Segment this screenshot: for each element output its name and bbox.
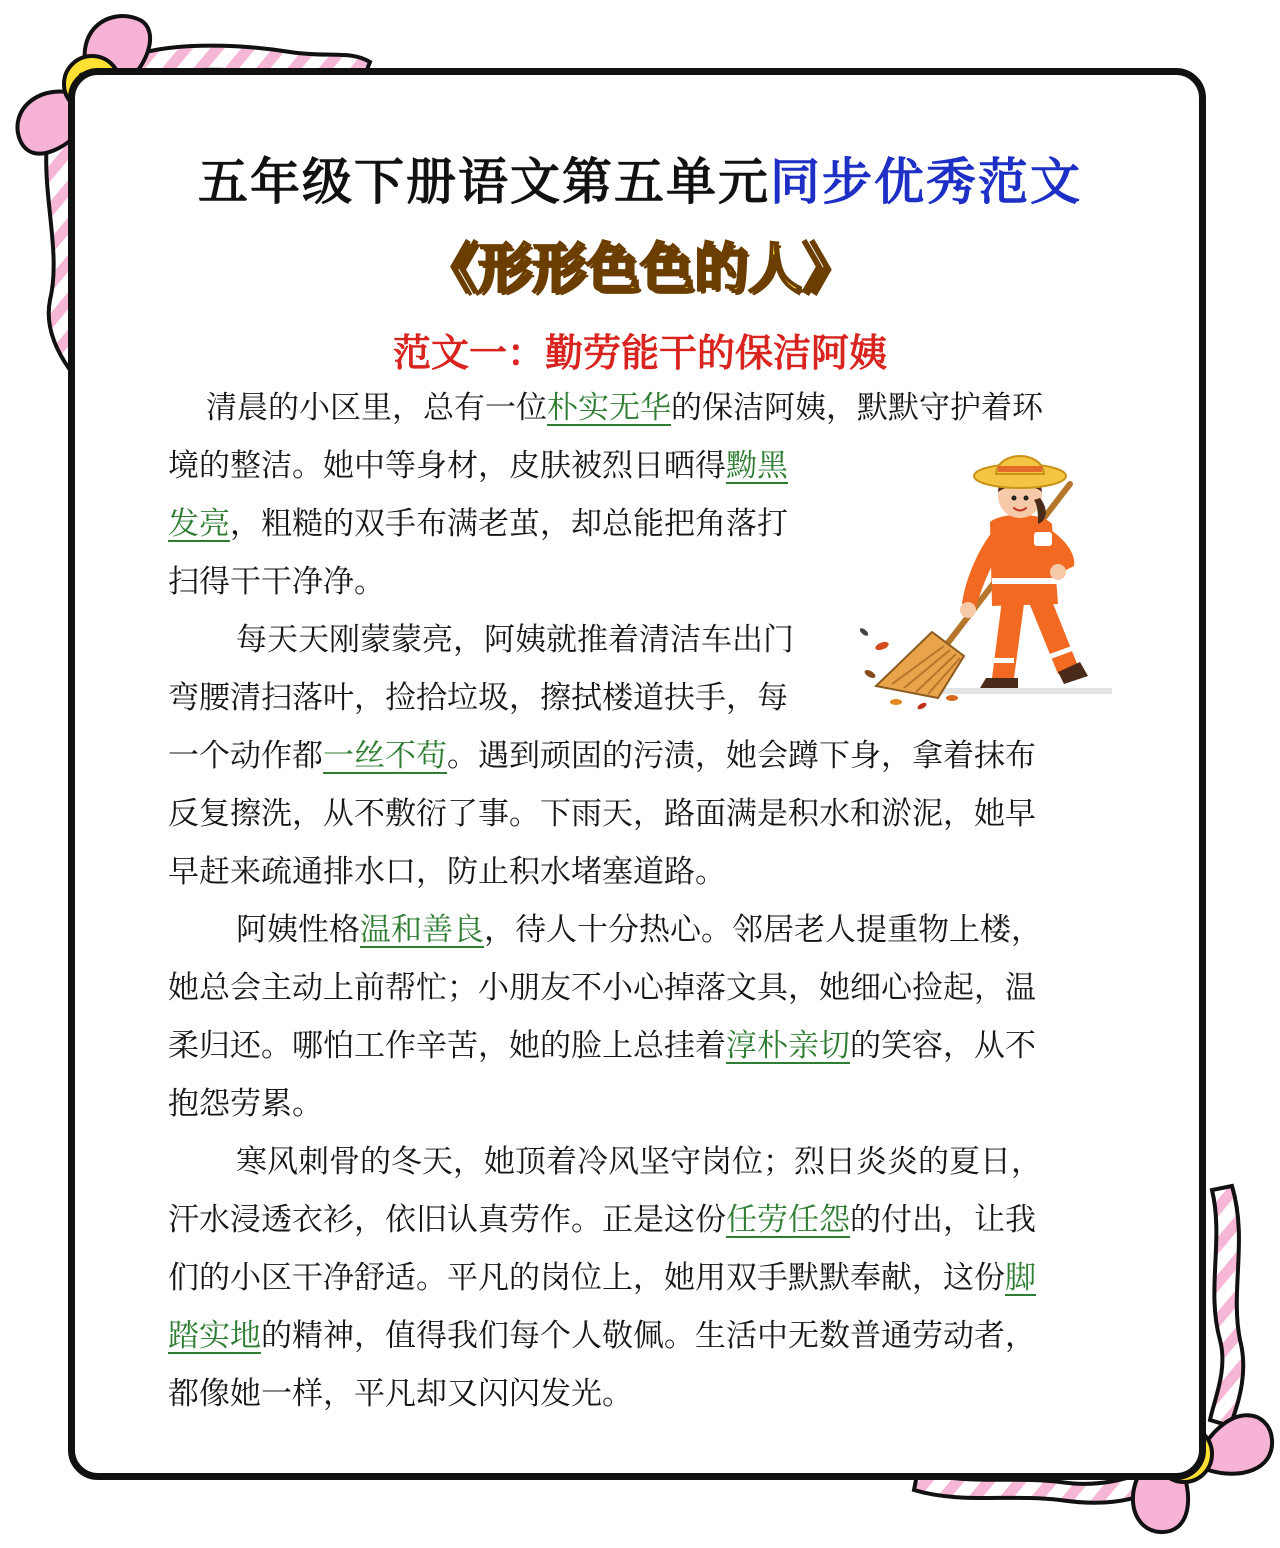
text-segment: ，粗糙的双手布满老茧，却总能把角落打: [230, 506, 788, 542]
text-segment: ，待人十分热心。邻居老人提重物上楼，: [484, 912, 1042, 948]
essay-line: [168, 446, 788, 486]
highlighted-phrase: 黝黑: [726, 448, 788, 484]
essay-line: [168, 968, 1036, 1008]
text-segment: 反复擦洗，从不敷衍了事。下雨天，路面满是积水和淤泥，她早: [168, 796, 1036, 832]
title-highlight: 同步优秀范文: [770, 153, 1082, 211]
essay-line: [168, 504, 788, 544]
essay-line: [168, 1258, 1036, 1298]
text-segment: 她总会主动上前帮忙；小朋友不小心掉落文具，她细心捡起，温: [168, 970, 1036, 1006]
page-title: [0, 142, 1280, 214]
essay-line: [168, 794, 1036, 834]
essay-line: [168, 678, 788, 718]
text-segment: 的精神，值得我们每个人敬佩。生活中无数普通劳动者，: [261, 1318, 1036, 1354]
highlighted-phrase: 朴实无华: [547, 390, 671, 426]
text-segment: 阿姨性格: [236, 912, 360, 948]
essay-line: [168, 1200, 1036, 1240]
highlighted-phrase: 一丝不苟: [323, 738, 447, 774]
highlighted-phrase: 温和善良: [360, 912, 484, 948]
text-segment: 一个动作都: [168, 738, 323, 774]
highlighted-phrase: 发亮: [168, 506, 230, 542]
text-segment: 们的小区干净舒适。平凡的岗位上，她用双手默默奉献，这份: [168, 1260, 1005, 1296]
text-segment: 弯腰清扫落叶，捡拾垃圾，擦拭楼道扶手，每: [168, 680, 788, 716]
text-segment: 抱怨劳累。: [168, 1086, 323, 1122]
text-segment: 汗水浸透衣衫，依旧认真劳作。正是这份: [168, 1202, 726, 1238]
essay-line: [168, 562, 385, 602]
title-main: 五年级下册语文第五单元: [198, 153, 770, 211]
essay-line: [168, 1316, 1036, 1356]
page-subtitle: 《形形色色的人》: [424, 237, 856, 300]
street-sweeper-illustration: [852, 436, 1120, 726]
text-segment: 柔归还。哪怕工作辛苦，她的脸上总挂着: [168, 1028, 726, 1064]
text-segment: 境的整洁。她中等身材，皮肤被烈日晒得: [168, 448, 726, 484]
text-segment: 的笑容，从不: [850, 1028, 1036, 1064]
text-segment: 。遇到顽固的污渍，她会蹲下身，拿着抹布: [447, 738, 1036, 774]
essay-line: [168, 1374, 633, 1414]
essay-line: [236, 1142, 1042, 1182]
essay-line: [236, 910, 1042, 950]
text-segment: 清晨的小区里，总有一位: [206, 390, 547, 426]
essay-line: [168, 1026, 1036, 1066]
essay-line: [236, 620, 794, 660]
highlighted-phrase: 淳朴亲切: [726, 1028, 850, 1064]
highlighted-phrase: 踏实地: [168, 1318, 261, 1354]
highlighted-phrase: 脚: [1005, 1260, 1036, 1296]
text-segment: 都像她一样，平凡却又闪闪发光。: [168, 1376, 633, 1412]
highlighted-phrase: 任劳任怨: [726, 1202, 850, 1238]
text-segment: 的付出，让我: [850, 1202, 1036, 1238]
essay-title: 范文一：勤劳能干的保洁阿姨: [392, 331, 887, 375]
text-segment: 早赶来疏通排水口，防止积水堵塞道路。: [168, 854, 726, 890]
essay-line: [168, 736, 1036, 776]
text-segment: 的保洁阿姨，默默守护着环: [671, 390, 1043, 426]
essay-line: [168, 852, 726, 892]
text-segment: 扫得干干净净。: [168, 564, 385, 600]
text-segment: 每天天刚蒙蒙亮，阿姨就推着清洁车出门: [236, 622, 794, 658]
essay-line: [168, 1084, 323, 1124]
essay-line: [206, 388, 1043, 428]
text-segment: 寒风刺骨的冬天，她顶着冷风坚守岗位；烈日炎炎的夏日，: [236, 1144, 1042, 1180]
